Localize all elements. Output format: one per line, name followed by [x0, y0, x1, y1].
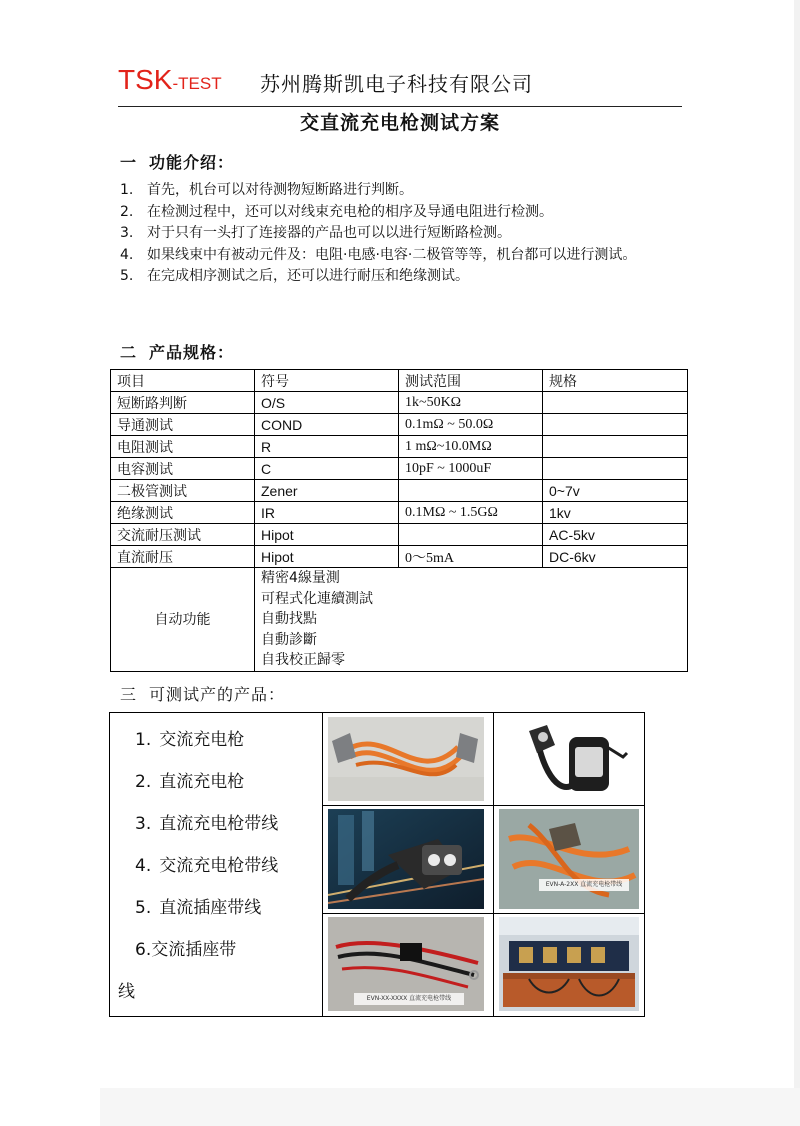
spec-value: DC-6kv — [543, 546, 688, 568]
ac-wallbox-photo — [499, 717, 639, 801]
product-name: 直流插座带线 — [159, 898, 262, 918]
spec-symbol: IR — [255, 502, 399, 524]
spec-row — [111, 392, 688, 414]
feature-index: 5. — [120, 268, 134, 284]
auto-function-list — [255, 568, 688, 672]
column-header: 项目 — [111, 370, 255, 392]
product-item-continued: 线 — [118, 982, 135, 1002]
grid-line — [322, 805, 644, 806]
spec-row — [111, 524, 688, 546]
column-header: 测试范围 — [399, 370, 543, 392]
section-1-number: 一 — [120, 153, 138, 172]
section-1-title: 功能介绍： — [149, 153, 235, 172]
ac-charging-gun-photo — [328, 717, 484, 801]
product-name: 交流充电枪带线 — [159, 856, 279, 876]
section-2-number: 二 — [120, 343, 138, 362]
spec-symbol: C — [255, 458, 399, 480]
auto-function-item: 自動找點 — [261, 611, 317, 628]
spec-range: 1k~50KΩ — [399, 392, 543, 414]
spec-header-row — [111, 370, 688, 392]
feature-text: 在检测过程中，还可以对线束充电枪的相序及导通电阻进行检测。 — [147, 203, 553, 220]
spec-item: 导通测试 — [111, 414, 255, 436]
product-number: 5. — [135, 898, 152, 918]
company-logo — [118, 64, 222, 96]
feature-item — [120, 223, 690, 245]
product-item — [135, 809, 278, 834]
spec-range: 0.1MΩ ~ 1.5GΩ — [399, 502, 543, 524]
auto-function-label: 自动功能 — [111, 568, 255, 672]
section-3-title: 可测试产的产品： — [149, 685, 286, 704]
spec-symbol: Hipot — [255, 524, 399, 546]
column-header: 规格 — [543, 370, 688, 392]
product-name: 交流充电枪 — [159, 730, 245, 750]
feature-text: 对于只有一头打了连接器的产品也可以以进行短断路检测。 — [147, 225, 511, 241]
feature-item — [120, 266, 690, 288]
auto-function-item: 自動診斷 — [261, 631, 317, 648]
page-bottom-shade — [100, 1088, 800, 1126]
product-item — [135, 851, 278, 876]
dc-charging-gun-photo — [328, 809, 484, 909]
page-edge-shade — [794, 0, 800, 1126]
section-2-title: 产品规格： — [149, 343, 235, 362]
feature-index: 1. — [120, 182, 134, 198]
document-header — [118, 62, 682, 107]
feature-index: 3. — [120, 225, 134, 241]
product-tag: EVN-XX-XXXX 直流充电枪带线 — [366, 995, 452, 1002]
feature-index: 2. — [120, 203, 134, 220]
section-1-heading — [120, 150, 234, 173]
feature-text: 在完成相序测试之后，还可以进行耐压和绝缘测试。 — [147, 268, 469, 284]
feature-text: 首先，机台可以对待测物短断路进行判断。 — [147, 182, 413, 198]
test-machine-photo — [499, 917, 639, 1011]
product-item — [135, 725, 244, 750]
grid-line — [322, 913, 644, 914]
spec-symbol: R — [255, 436, 399, 458]
spec-range: 0.1mΩ ~ 50.0Ω — [399, 414, 543, 436]
spec-item: 二极管测试 — [111, 480, 255, 502]
spec-value — [543, 392, 688, 414]
column-header: 符号 — [255, 370, 399, 392]
spec-value: 1kv — [543, 502, 688, 524]
auto-function-row — [111, 568, 688, 672]
spec-symbol: O/S — [255, 392, 399, 414]
section-3-heading — [120, 682, 285, 705]
auto-function-item: 可程式化連續測試 — [261, 590, 373, 607]
logo-main: TSK — [118, 64, 173, 95]
section-3-number: 三 — [120, 685, 138, 704]
spec-row — [111, 436, 688, 458]
product-name: 直流充电枪 — [159, 772, 245, 792]
spec-range: 10pF ~ 1000uF — [399, 458, 543, 480]
spec-range — [399, 524, 543, 546]
products-panel — [109, 712, 645, 1017]
spec-symbol: Hipot — [255, 546, 399, 568]
auto-function-item: 精密4線量測 — [261, 570, 340, 586]
spec-item: 直流耐压 — [111, 546, 255, 568]
column-divider — [322, 713, 323, 1016]
spec-item: 交流耐压测试 — [111, 524, 255, 546]
product-item — [135, 893, 261, 918]
spec-row — [111, 414, 688, 436]
company-name: 苏州腾斯凯电子科技有限公司 — [260, 72, 533, 96]
section-2-heading — [120, 340, 234, 363]
spec-row — [111, 458, 688, 480]
dc-gun-harness-photo — [499, 809, 639, 909]
product-name: 直流充电枪带线 — [159, 814, 279, 834]
feature-text: 如果线束中有被动元件及：电阻·电感·电容·二极管等等，机台都可以进行测试。 — [147, 246, 637, 263]
document-title: 交直流充电枪测试方案 — [299, 112, 500, 134]
spec-row — [111, 502, 688, 524]
spec-value — [543, 458, 688, 480]
spec-symbol: COND — [255, 414, 399, 436]
product-number: 3. — [135, 814, 152, 834]
spec-row — [111, 480, 688, 502]
spec-item: 电阻测试 — [111, 436, 255, 458]
feature-item — [120, 202, 690, 224]
spec-value — [543, 436, 688, 458]
feature-index: 4. — [120, 246, 134, 263]
auto-function-item: 自我校正歸零 — [261, 652, 345, 669]
feature-list — [120, 180, 690, 288]
spec-row — [111, 546, 688, 568]
spec-range: 0～5mA — [399, 546, 543, 568]
product-list — [110, 713, 322, 1016]
product-item — [135, 767, 244, 792]
product-name: 6.交流插座带 — [135, 940, 237, 960]
product-number: 2. — [135, 772, 152, 792]
logo-sub: -TEST — [172, 74, 222, 93]
product-tag: EVN-A-2XX 直流充电枪带线 — [545, 881, 623, 888]
spec-value — [543, 414, 688, 436]
spec-table — [110, 369, 688, 672]
product-number: 4. — [135, 856, 152, 876]
spec-item: 电容测试 — [111, 458, 255, 480]
spec-value: AC-5kv — [543, 524, 688, 546]
spec-item: 短断路判断 — [111, 392, 255, 414]
product-item — [135, 935, 236, 960]
spec-range — [399, 480, 543, 502]
spec-symbol: Zener — [255, 480, 399, 502]
spec-item: 绝缘测试 — [111, 502, 255, 524]
spec-value: 0~7v — [543, 480, 688, 502]
feature-item — [120, 245, 690, 267]
product-number: 1. — [135, 730, 152, 750]
feature-item — [120, 180, 690, 202]
spec-range: 1 mΩ~10.0MΩ — [399, 436, 543, 458]
dc-socket-harness-photo — [328, 917, 484, 1011]
grid-line — [493, 713, 494, 1016]
